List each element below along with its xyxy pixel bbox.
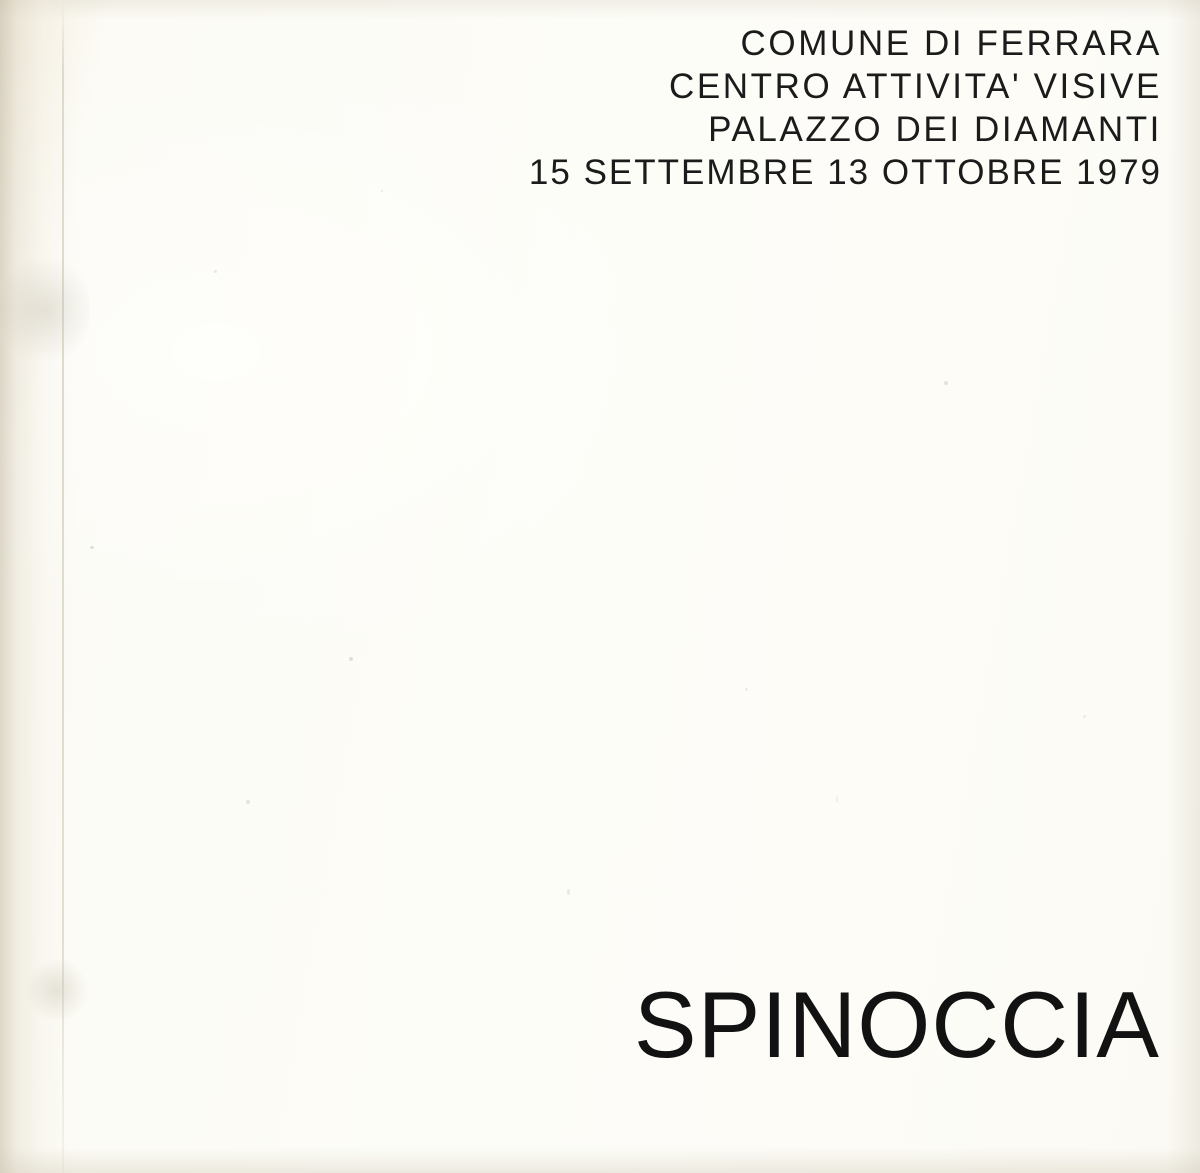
paper-edge-top-shadow xyxy=(0,0,1200,20)
paper-speck xyxy=(214,270,217,273)
paper-speck xyxy=(1083,715,1086,718)
paper-speck xyxy=(381,190,383,192)
credits-line-centro: CENTRO ATTIVITA' VISIVE xyxy=(668,67,1162,106)
credits-line-palazzo: PALAZZO DEI DIAMANTI xyxy=(708,110,1162,149)
paper-speck xyxy=(567,889,570,895)
credits-block xyxy=(529,22,1162,194)
paper-fold-line xyxy=(62,0,64,1173)
paper-speck xyxy=(246,800,250,804)
paper-speck xyxy=(944,381,948,385)
paper-speck xyxy=(745,688,748,691)
paper-edge-left-shadow xyxy=(0,0,78,1173)
exhibition-dates: 15 SETTEMBRE 13 OTTOBRE 1979 xyxy=(528,153,1162,192)
paper-speck xyxy=(349,657,353,661)
paper-smudge xyxy=(0,250,90,370)
paper-smudge xyxy=(22,960,92,1020)
paper-speck xyxy=(90,546,94,549)
paper-edge-bottom-shadow xyxy=(0,1147,1200,1173)
paper-speck xyxy=(836,796,838,803)
page-title: SPINOCCIA xyxy=(633,972,1160,1077)
credits-line-comune: COMUNE DI FERRARA xyxy=(740,24,1162,63)
paper-edge-right-shadow xyxy=(1166,0,1200,1173)
